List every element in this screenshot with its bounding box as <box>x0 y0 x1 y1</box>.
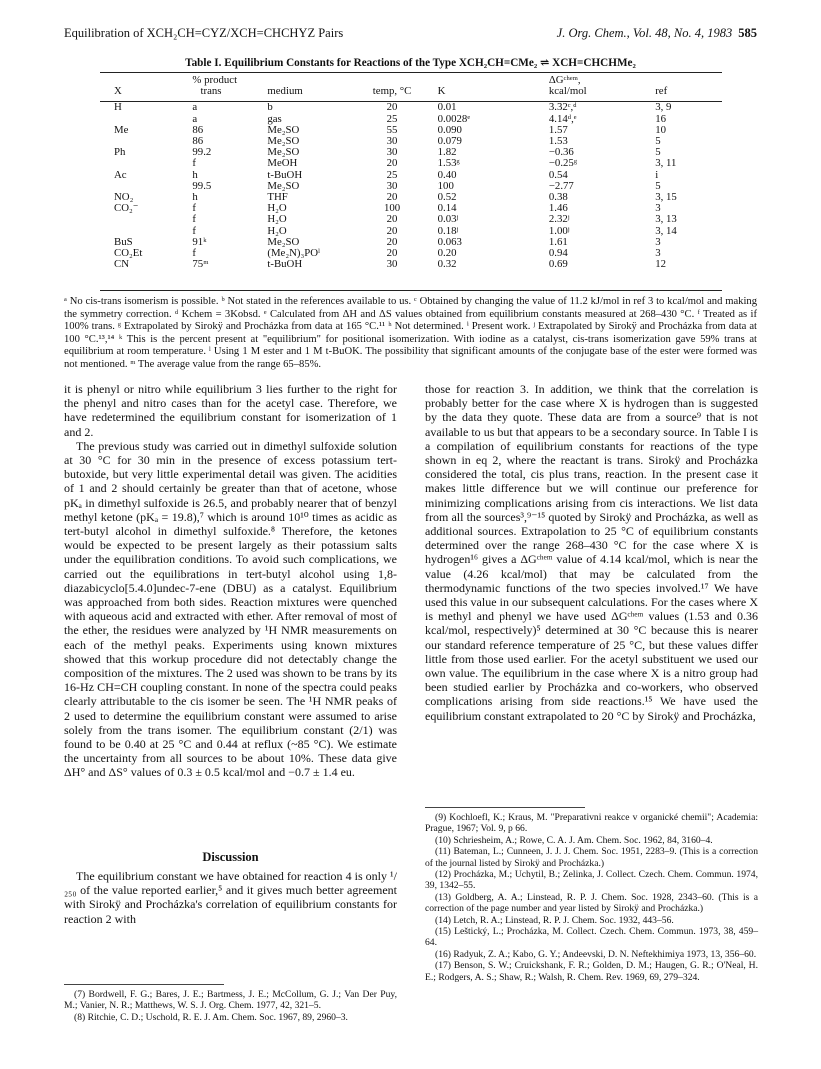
cell-medium: H₂O <box>267 202 287 215</box>
cell-dg: 3.32ᶜ,ᵈ <box>548 101 577 114</box>
cell-medium: Me₂SO <box>267 146 300 159</box>
cell-k: 1.82 <box>437 146 457 159</box>
cell-dg: −0.25ᵍ <box>548 157 578 170</box>
header-ref: ref <box>655 85 668 98</box>
discussion-paragraph <box>64 869 397 926</box>
paragraph: it is phenyl or nitro while equilibrium 3 lies further to the right for the phenyl and nitro cases than for the acetyl case. Therefore, we have redetermined the equilibrium constant for isomerization of 1 and 2. <box>64 382 397 439</box>
running-head-title: Equilibration of XCH₂CH=CYZ/XCH=CHCHYZ Pairs <box>64 26 344 40</box>
cell-temp: 20 <box>386 235 398 248</box>
footnote-separator <box>64 984 224 985</box>
header-trans: % product trans <box>192 74 238 98</box>
table-row <box>100 214 722 225</box>
cell-k: 0.52 <box>437 191 457 204</box>
cell-k: 0.03ʲ <box>437 213 459 226</box>
running-head <box>64 26 757 44</box>
left-column <box>64 382 397 780</box>
cell-temp: 20 <box>386 224 398 237</box>
cell-k: 0.063 <box>437 235 462 248</box>
cell-x: Me <box>114 123 129 136</box>
cell-ref: 3 <box>655 202 661 215</box>
paragraph: those for reaction 3. In addition, we think that the correlation is probably better for the case where X is hydrogen than is suggested by the data they quote. These data are from a source⁹ that is not available to us but that appears to be a secondary source. In Table I is a compilation of equilibrium constants for reactions of the type shown in eq 2, where the reactant is trans. Sirokÿ and Procházka considered the total, cis plus trans, reaction. In the present case it makes little difference but we will continue our preference for minimizing complications arising from cis interactions. We list data from all the sources³,⁹⁻¹⁵ quoted by Sirokÿ and Procházka, as well as additional sources. Extrapolation to 25 °C of equilibrium constants determined over the range 268–430 °C for the case where X is hydrogen¹⁶ gives a ΔGᶜʰᵉᵐ value of 4.14 kcal/mol, which is near the value (4.26 kcal/mol) that may be calculated from the thermodynamic functions of the two species involved.¹⁷ We have used this value in our subsequent calculations. For the cases where X is methyl and phenyl we have used ΔGᶜʰᵉᵐ values (1.53 and 0.36 kcal/mol, respectively)⁵ determined at 30 °C because this is nearer our standard reference temperature of 25 °C, but these values differ little from those used earlier. For the acetyl substituent we used our own value. The equilibrium in the case where X is a nitro group had been studied earlier by Procházka and co-workers, who observed complications arising from side reactions.¹⁵ We have used the equilibrium constant extrapolated to 20 °C by Sirokÿ and Procházka, <box>425 382 758 723</box>
cell-ref: 3, 13 <box>655 213 677 226</box>
cell-trans: f <box>192 247 196 260</box>
table-row <box>100 102 722 113</box>
reference-item: (14) Letch, R. A.; Linstead, R. P. J. Chem. Soc. 1932, 443–56. <box>435 914 674 926</box>
cell-dg: 2.32ʲ <box>548 213 570 226</box>
table-row <box>100 158 722 169</box>
page-number: 585 <box>738 26 757 40</box>
cell-medium: Me₂SO <box>267 135 300 148</box>
reference-item: (16) Radyuk, Z. A.; Kabo, G. Y.; Andeevski, D. N. Neftekhimiya 1973, 13, 356–60. <box>435 948 757 960</box>
cell-trans: f <box>192 202 196 215</box>
cell-trans: f <box>192 213 196 226</box>
cell-ref: i <box>655 168 659 181</box>
reference-item: (7) Bordwell, F. G.; Bares, J. E.; Bartmess, J. E.; McCollum, G. J.; Van Der Puy, M.; Vanier, N. R.; Matthews, W. S. J. Org. Chem. 1977, 42, 321–5. <box>64 989 397 1012</box>
cell-x: Ac <box>114 168 127 181</box>
header-dg: ΔGᶜʰᵉᵐ, kcal/mol <box>548 74 587 98</box>
cell-dg: −2.77 <box>548 179 574 192</box>
cell-k: 0.14 <box>437 202 457 215</box>
cell-temp: 55 <box>386 123 398 136</box>
reference-item: (10) Schriesheim, A.; Rowe, C. A. J. Am. Chem. Soc. 1962, 84, 3160–4. <box>435 834 713 846</box>
cell-temp: 25 <box>386 168 398 181</box>
table-body <box>100 102 722 270</box>
cell-ref: 16 <box>655 112 666 125</box>
cell-dg: 1.00ʲ <box>548 224 570 237</box>
cell-ref: 10 <box>655 123 666 136</box>
cell-temp: 20 <box>386 213 398 226</box>
cell-medium: Me₂SO <box>267 235 300 248</box>
cell-k: 0.01 <box>437 101 457 114</box>
cell-ref: 3, 11 <box>655 157 677 170</box>
cell-temp: 25 <box>386 112 398 125</box>
reference-item: (13) Goldberg, A. A.; Linstead, R. P. J. Chem. Soc. 1928, 2343–60. (This is a correction of the page number and year listed by Sirokÿ and Procházka.) <box>425 891 758 915</box>
cell-ref: 5 <box>655 146 661 159</box>
cell-medium: b <box>267 101 273 114</box>
cell-ref: 3, 15 <box>655 191 677 204</box>
cell-k: 100 <box>437 179 454 192</box>
cell-trans: 86 <box>192 135 204 148</box>
cell-trans: 99.5 <box>192 179 212 192</box>
cell-x <box>100 214 192 225</box>
reference-item: (12) Procházka, M.; Uchytil, B.; Zelinka, J. Collect. Czech. Chem. Commun. 1974, 39, 1342–55. <box>425 869 758 892</box>
cell-dg: 4.14ᵈ,ᵉ <box>548 112 577 125</box>
cell-temp: 20 <box>386 191 398 204</box>
cell-medium: t-BuOH <box>267 168 303 181</box>
cell-medium: MeOH <box>267 157 298 170</box>
cell-dg: 1.57 <box>548 123 568 136</box>
cell-temp: 20 <box>386 247 398 260</box>
cell-k: 0.0028ᵉ <box>437 112 471 125</box>
references-left <box>64 989 397 1023</box>
cell-trans: 99.2 <box>192 146 212 159</box>
cell-dg: 0.54 <box>548 168 568 181</box>
references-right <box>425 812 758 983</box>
table-bottom-rule <box>100 290 722 291</box>
cell-trans: a <box>192 112 198 125</box>
cell-dg: 1.61 <box>548 235 568 248</box>
cell-trans: h <box>192 168 198 181</box>
cell-dg: 1.53 <box>548 135 568 148</box>
cell-trans: 91ᵏ <box>192 235 207 248</box>
cell-ref: 12 <box>655 258 666 271</box>
reference-item: (11) Bateman, L.; Cunneen, J. J. J. Chem. Soc. 1951, 2283–9. (This is a correction of the journal listed by Sirokÿ and Procházka.) <box>425 846 758 869</box>
cell-trans: 75ᵐ <box>192 258 209 271</box>
cell-dg: 1.46 <box>548 202 568 215</box>
cell-trans: f <box>192 224 196 237</box>
cell-x: CN <box>114 258 129 271</box>
cell-ref: 3, 14 <box>655 224 677 237</box>
cell-ref: 3 <box>655 247 661 260</box>
cell-temp: 20 <box>386 157 398 170</box>
cell-ref: 3, 9 <box>655 101 672 114</box>
reference-item: (9) Kochloefl, K.; Kraus, M. "Preparativni reakce v organické chemii"; Academia: Prague, 1967; Vol. 9, p 66. <box>425 812 758 835</box>
cell-x: CO₂⁻ <box>114 202 139 215</box>
cell-x <box>100 158 192 169</box>
cell-k: 1.53ᵍ <box>437 157 460 170</box>
cell-temp: 30 <box>386 179 398 192</box>
cell-trans: f <box>192 157 196 170</box>
cell-trans: 86 <box>192 123 204 136</box>
cell-ref: 3 <box>655 235 661 248</box>
header-k: K <box>437 85 446 98</box>
cell-medium: H₂O <box>267 213 287 226</box>
cell-temp: 30 <box>386 258 398 271</box>
table-footnotes: ᵃ No cis-trans isomerism is possible. ᵇ Not stated in the references available to us. ᶜ Obtained by changing the value of 11.2 kJ/mol in ref 3 to kcal/mol and making the symmetry correction. ᵈ Kchem = 3Kobsd. ᵉ Calculated from ΔH and ΔS values obtained from equilibrium constants measured at 268–430 °C. ᶠ Treated as if 100% trans. ᵍ Extrapolated by Sirokÿ and Procházka from data at 165 °C.¹¹ ʰ Not determined. ⁱ Present work. ʲ Extrapolated by Sirokÿ and Procházka from data at 100 °C.¹³,¹⁴ ᵏ This is the percent present at "equilibrium" for positional isomerization. With iodine as a catalyst, cis-trans isomerization gave 59% trans at equilibrium at room temperature. ˡ Using 1 M ester and 1 M t-BuOK. The possibility that significant amounts of the conjugate base of the ester were formed was not mentioned. ᵐ The average value from the range 65–85%. <box>64 296 757 370</box>
cell-trans: a <box>192 101 198 114</box>
running-head-journal <box>557 26 757 41</box>
cell-k: 0.18ʲ <box>437 224 459 237</box>
reference-item: (15) Leštický, L.; Procházka, M. Collect. Czech. Chem. Commun. 1973, 38, 459–64. <box>425 926 758 949</box>
section-heading-discussion: Discussion <box>202 850 259 864</box>
cell-x: BuS <box>114 235 133 248</box>
cell-temp: 30 <box>386 135 398 148</box>
cell-temp: 20 <box>386 101 398 114</box>
header-temp: temp, °C <box>372 85 412 98</box>
table-top-rule <box>100 72 722 73</box>
cell-k: 0.20 <box>437 247 457 260</box>
table-row <box>100 259 722 270</box>
cell-x: Ph <box>114 146 126 159</box>
paragraph: The equilibrium constant we have obtained for reaction 4 is only ¹/₂₅₀ of the value reported earlier,⁵ and it gives much better agreement with Sirokÿ and Procházka's correlation of equilibrium constants for reaction 2 with <box>64 869 397 926</box>
cell-x: H <box>114 101 122 114</box>
cell-k: 0.090 <box>437 123 462 136</box>
paragraph: The previous study was carried out in dimethyl sulfoxide solution at 30 °C for 30 min in the presence of excess potassium tert-butoxide, but very little experimental detail was given. The acidities of 1 and 2 should certainly be greater than that of acetone, whose pKₐ in dimethyl sulfoxide is 26.5, and probably nearer that of benzyl methyl ketone (pKₐ = 19.8),⁷ which is around 10¹⁰ times as acidic as tert-butyl alcohol in dimethyl sulfoxide.⁸ Therefore, the ketones would be expected to be present largely as their potassium salts under the equilibration conditions. To avoid such complications, we carried out the equilibrations in tert-butyl alcohol using 1,8-diazabicyclo[5.4.0]undec-7-ene (DBU) as a catalyst. Equilibrium was approached from both sides. Reaction mixtures were quenched with aqueous acid and extracted with ether. After removal of most of the ether, the residues were analyzed by ¹H NMR measurements on each of the methyl peaks. Experiments using known mixtures showed that this workup procedure did not detectably change the composition of the mixtures. The 2 used was shown to be trans by its 16-Hz CH=CH coupling constant. In none of the spectra could peaks clearly attributable to the cis isomer be seen. The ¹H NMR peaks of 2 used to determine the equilibrium constant were assumed to arise solely from the trans isomer. The equilibrium constant (2/1) was found to be 0.40 at 25 °C and 0.44 at reflux (~85 °C). We estimate the uncertainty from all sources to be about 10%. These data give ΔH° and ΔS° values of 0.3 ± 0.5 kcal/mol and −0.7 ± 1.4 eu. <box>64 438 397 780</box>
cell-temp: 30 <box>386 146 398 159</box>
cell-x: NO₂ <box>114 191 134 204</box>
cell-k: 0.32 <box>437 258 457 271</box>
cell-medium: THF <box>267 191 288 204</box>
equilibrium-table <box>100 74 722 270</box>
cell-dg: 0.38 <box>548 191 568 204</box>
cell-dg: 0.69 <box>548 258 568 271</box>
cell-x: CO₂Et <box>114 247 143 260</box>
cell-medium: Me₂SO <box>267 123 300 136</box>
reference-item: (17) Benson, S. W.; Cruickshank, F. R.; Golden, D. M.; Haugen, G. R.; O'Neal, H. E.; Rodgers, A. S.; Shaw, R.; Walsh, R. Chem. Rev. 1969, 69, 279–324. <box>425 960 758 983</box>
cell-medium: (Me₂N)₃POˡ <box>267 247 320 260</box>
cell-medium: t-BuOH <box>267 258 303 271</box>
cell-dg: 0.94 <box>548 247 568 260</box>
journal-citation: J. Org. Chem., Vol. 48, No. 4, 1983 <box>556 26 733 40</box>
cell-k: 0.40 <box>437 168 457 181</box>
header-x: X <box>114 85 122 98</box>
header-medium: medium <box>267 85 303 98</box>
reference-item: (8) Ritchie, C. D.; Uschold, R. E. J. Am. Chem. Soc. 1967, 89, 2960–3. <box>74 1011 348 1023</box>
cell-k: 0.079 <box>437 135 462 148</box>
cell-trans: h <box>192 191 198 204</box>
right-column <box>425 382 758 723</box>
footnote-separator <box>425 807 585 808</box>
cell-ref: 5 <box>655 135 661 148</box>
table-header-row <box>100 74 722 98</box>
cell-ref: 5 <box>655 179 661 192</box>
cell-medium: Me₂SO <box>267 179 300 192</box>
table-title: Table I. Equilibrium Constants for Reactions of the Type XCH₂CH=CMe₂ ⇌ XCH=CHCHMe₂ <box>185 57 636 69</box>
cell-dg: −0.36 <box>548 146 574 159</box>
cell-medium: gas <box>267 112 282 125</box>
cell-temp: 100 <box>383 202 401 215</box>
cell-medium: H₂O <box>267 224 287 237</box>
